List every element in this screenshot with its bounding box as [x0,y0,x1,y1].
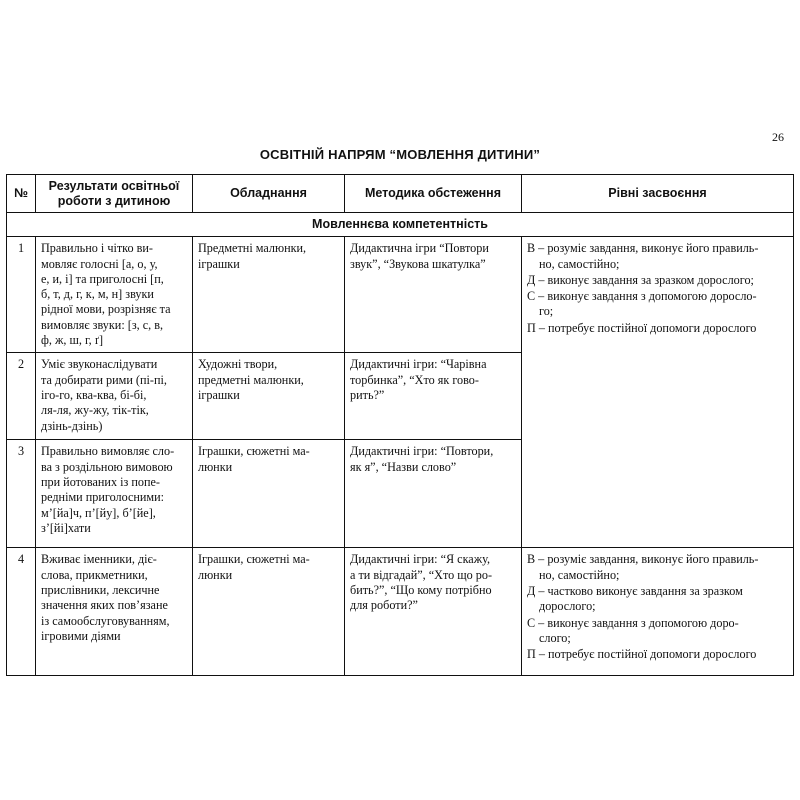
row-result: Правильно вимовляє сло- ва з роздільною вимовою при йотованих із попе- редніми приголосними: м’[йа]ч, п’[йу], б’[йе], з’[йі]хати [36,440,193,548]
section-row [7,213,794,237]
row-number: 3 [7,440,36,548]
level-item: С – виконує завдання з допомогою доросло- го; [527,289,757,319]
page-number: 26 [772,130,784,144]
row-method: Дидактичні ігри: “Я скажу, а ти відгадай”, “Хто що ро- бить?”, “Що кому потрібно для роботи?” [345,548,522,676]
header-method: Методика обстеження [345,175,522,213]
levels-list [527,552,788,662]
row-method: Дидактичні ігри: “Чарівна торбинка”, “Хто як гово- рить?” [345,353,522,440]
levels-cell [522,237,794,548]
levels-list [527,241,788,336]
level-item: В – розуміє завдання, виконує його правиль- но, самостійно; [527,241,759,271]
header-number: № [7,175,36,213]
row-method: Дидактичні ігри: “Повтори, як я”, “Назви слово” [345,440,522,548]
row-equipment: Іграшки, сюжетні ма- люнки [193,548,345,676]
header-equipment: Обладнання [193,175,345,213]
header-results: Результати освітньої роботи з дитиною [36,175,193,213]
page-title: ОСВІТНІЙ НАПРЯМ “МОВЛЕННЯ ДИТИНИ” [259,147,541,162]
section-title: Мовленнєва компетентність [7,213,794,237]
level-item: С – виконує завдання з допомогою доро- слого; [527,615,739,645]
level-item: Д – виконує завдання за зразком дорослого; [527,272,754,287]
level-item: П – потребує постійної допомоги дорослого [527,320,757,335]
row-number: 4 [7,548,36,676]
level-item: В – розуміє завдання, виконує його правиль- но, самостійно; [527,552,759,582]
levels-cell [522,548,794,676]
row-equipment: Предметні малюнки, іграшки [193,237,345,353]
row-method: Дидактична ігри “Повтори звук”, “Звукова шкатулка” [345,237,522,353]
table-row [7,548,794,676]
row-result: Вживає іменники, діє- слова, прикметники, прислівники, лексичне значення яких пов’язане із самообслуговуванням, ігровими діями [36,548,193,676]
row-number: 2 [7,353,36,440]
row-result: Правильно і чітко ви- мовляє голосні [а, о, у, е, и, і] та приголосні [п, б, т, д, г, к, м, н] звуки рідної мови, розрізняє та вимовляє звуки: [з, с, в, ф, ж, ш, г, ґ] [36,237,193,353]
table-row [7,237,794,353]
row-equipment: Художні твори, предметні малюнки, іграшки [193,353,345,440]
level-item: Д – частково виконує завдання за зразком дорослого; [527,583,743,614]
row-result: Уміє звуконаслідувати та добирати рими (пі-пі, іго-го, ква-ква, бі-бі, ля-ля, жу-жу, тік-тік, дзінь-дзінь) [36,353,193,440]
table-header-row [7,175,794,213]
row-number: 1 [7,237,36,353]
assessment-table [6,174,794,676]
level-item: П – потребує постійної допомоги дорослого [527,647,757,662]
row-equipment: Іграшки, сюжетні ма- люнки [193,440,345,548]
header-levels: Рівні засвоєння [522,175,794,213]
